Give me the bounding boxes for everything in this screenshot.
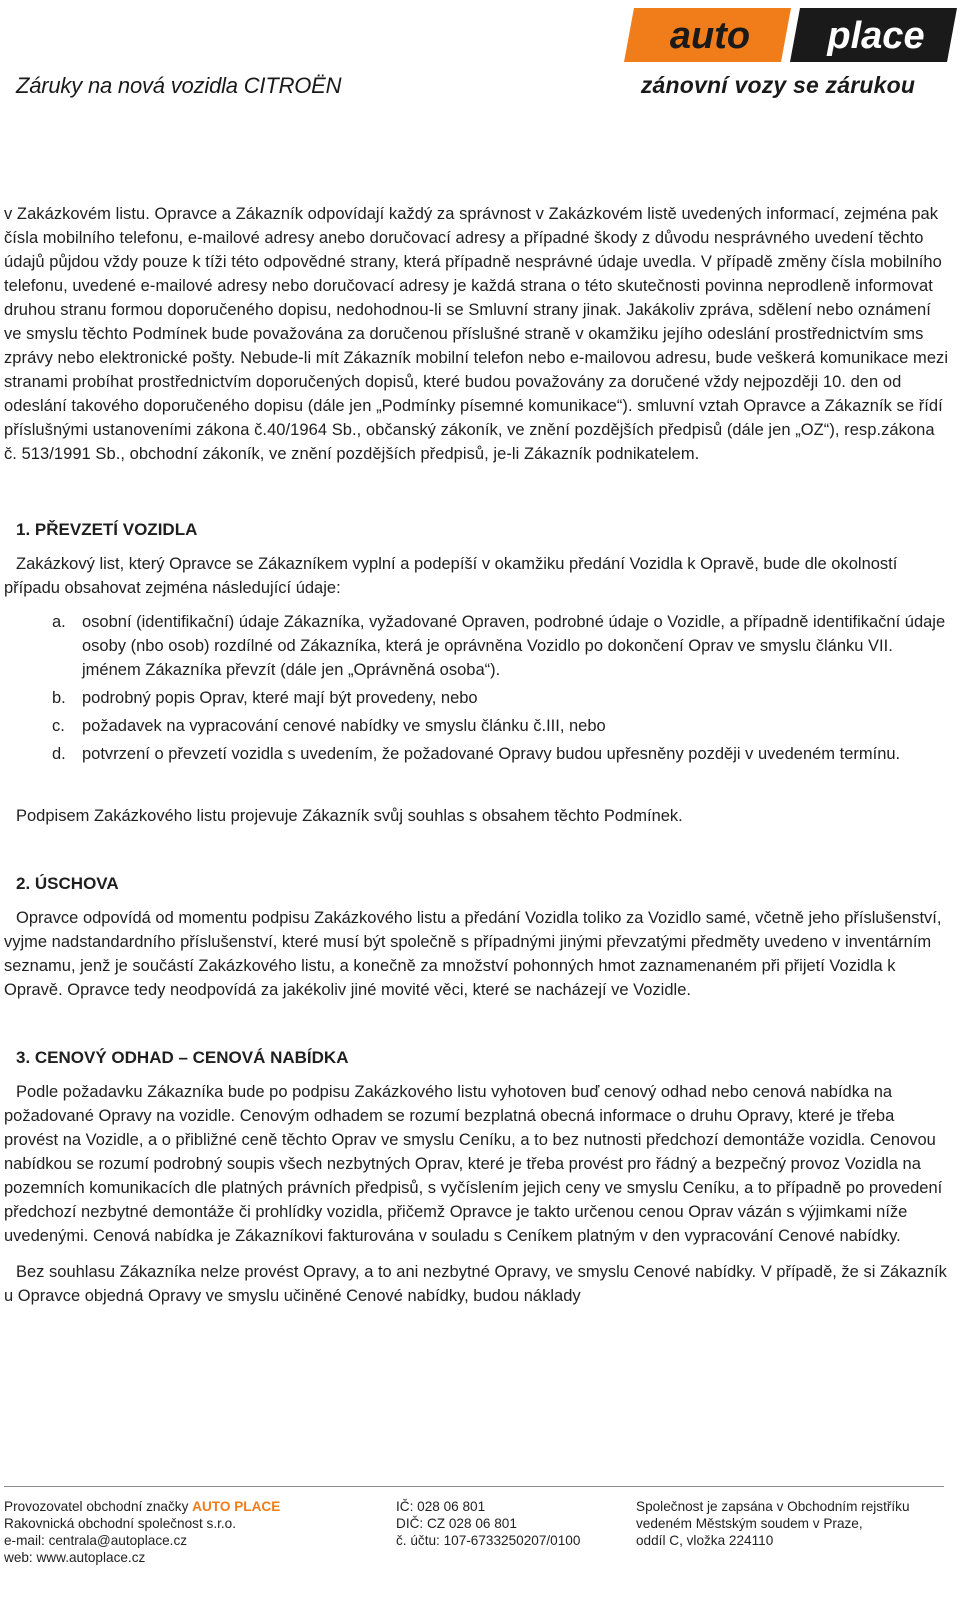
section-3-heading: 3. CENOVÝ ODHAD – CENOVÁ NABÍDKA [16,1048,349,1067]
section-2-heading: 2. ÚSCHOVA [16,874,119,893]
logo-auto-text: auto [669,15,751,57]
intro-paragraph: v Zakázkovém listu. Opravce a Zákazník odpovídají každý za správnost v Zakázkovém listě uvedených informací, zejména pak čísla mobilního telefonu, e-mailové adresy anebo doručovací adresy a případné škody z důvodu nesprávného uvedení těchto údajů půjdou vždy pouze k tíži této odpovědné strany, která případně nesprávné údaje uvedla. V případě změny čísla mobilního telefonu, uvedené e-mailové adresy nebo doručovací adresy je každá strana o této skutečnosti povinna neprodleně informovat druhou stranu formou doporučeného dopisu, nedohodnou-li se Smluvní strany jinak. Jakákoliv zpráva, sdělení nebo oznámení ve smyslu těchto Podmínek bude považována za doručenou příslušné straně v okamžiku jejího odeslání prostřednictvím sms zprávy nebo elektronické pošty. Nebude-li mít Zákazník mobilní telefon nebo e-mailovou adresu, bude veškerá komunikace mezi stranami probíhat prostřednictvím doporučených dopisů, které budou považovány za doručené vždy nejpozději 10. den od odeslání takového doporučeného dopisu (dále jen „Podmínky písemné komunikace“). smluvní vztah Opravce a Zákazník se řídí příslušnými ustanoveními zákona č.40/1964 Sb., občanský zákoník, ve znění pozdějších předpisů (dále jen „OZ“), resp.zákona č. 513/1991 Sb., obchodní zákoník, ve znění pozdějších předpisů, je-li Zákazník podnikatelem. [4,205,949,463]
list-item-marker: b. [52,689,66,707]
footer-brand-name: AUTO PLACE [192,1499,281,1514]
page-footer [4,1486,944,1565]
list-item [4,610,950,682]
footer-email[interactable]: e-mail: centrala@autoplace.cz [4,1533,188,1548]
footer-company-column [4,1498,280,1566]
footer-company-name: Rakovnická obchodní společnost s.r.o. [4,1516,236,1531]
list-item-marker: c. [52,717,65,735]
footer-registry-column [636,1498,910,1549]
logo-place-text: place [827,15,925,57]
list-item-text: podrobný popis Oprav, které mají být provedeny, nebo [82,689,478,707]
footer-operator-label: Provozovatel obchodní značky [4,1499,189,1514]
list-item [4,742,950,766]
section-1-list [4,610,950,766]
footer-web[interactable]: web: www.autoplace.cz [4,1550,146,1565]
footer-ic: IČ: 028 06 801 [396,1499,486,1514]
list-item-text: osobní (identifikační) údaje Zákazníka, vyžadované Opraven, podrobné údaje o Vozidle, a případně identifikační údaje osoby (nbo osob) rozdílné od Zákazníka, která je oprávněna Vozidlo po dokončení Oprav ve smyslu článku VII. jménem Zákazníka převzít (dále jen „Oprávněná osoba“). [82,613,946,679]
footer-account: č. účtu: 107-6733250207/0100 [396,1533,581,1548]
section-1-heading: 1. PŘEVZETÍ VOZIDLA [16,520,198,539]
autoplace-logo [624,8,957,62]
footer-registry-line-2: vedeném Městským soudem v Praze, [636,1516,863,1531]
footer-operator-line [4,1498,280,1515]
list-item [4,714,950,738]
list-item-marker: d. [52,745,66,763]
document-body [4,202,950,1308]
signature-note: Podpisem Zakázkového listu projevuje Zákazník svůj souhlas s obsahem těchto Podmínek. [16,807,683,825]
footer-dic: DIČ: CZ 028 06 801 [396,1516,517,1531]
list-item-marker: a. [52,613,66,631]
footer-registry-line-3: oddíl C, vložka 224110 [636,1533,774,1548]
list-item-text: potvrzení o převzetí vozidla s uvedením, že požadované Opravy budou upřesněny později v uvedeném termínu. [82,745,901,763]
section-1-body: Zakázkový list, který Opravce se Zákazníkem vyplní a podepíší v okamžiku předání Vozidla k Opravě, bude dle okolností případu obsahovat zejména následující údaje: [4,555,898,597]
footer-ids-column [396,1498,580,1549]
footer-registry-line-1: Společnost je zapsána v Obchodním rejstříku [636,1499,910,1514]
section-2-body: Opravce odpovídá od momentu podpisu Zakázkového listu a předání Vozidla toliko za Vozidlo samé, včetně jeho příslušenství, vyjme nadstandardního příslušenství, které musí být společně s případnými jinými převzatými předměty uvedeno v inventárním seznamu, jenž je součástí Zakázkového listu, a konečně za množství pohonných hmot zaznamenaném při přijetí Vozidla k Opravě. Opravce tedy neodpovídá za jakékoliv jiné movité věci, které se nacházejí ve Vozidle. [4,909,942,999]
section-3-body-2: Bez souhlasu Zákazníka nelze provést Opravy, a to ani nezbytné Opravy, ve smyslu Cenové nabídky. V případě, že si Zákazník u Opravce objedná Opravy ve smyslu učiněné Cenové nabídky, budou náklady [4,1263,947,1305]
list-item-text: požadavek na vypracování cenové nabídky ve smyslu článku č.III, nebo [82,717,606,735]
section-3-body-1: Podle požadavku Zákazníka bude po podpisu Zakázkového listu vyhotoven buď cenový odhad nebo cenová nabídka na požadované Opravy na vozidle. Cenovým odhadem se rozumí bezplatná obecná informace o druhu Opravy, které je třeba provést na Vozidle, a o přibližné ceně těchto Oprav ve smyslu Ceníku, a to bez nutnosti předchozí demontáže vozidla. Cenovou nabídkou se rozumí podrobný soupis všech nezbytných Oprav, které je třeba provést pro řádný a bezpečný provoz Vozidla na pozemních komunikacích dle platných právních předpisů, s vyčíslením jejich ceny ve smyslu Ceníku, a to případně po provedení předchozí nezbytné demontáže či prohlídky vozidla, přičemž Opravce je takto určenou cenou Oprav vázán s výjimkami níže uvedenými. Cenová nabídka je Zákazníkovi fakturována v souladu s Ceníkem platným v den vypracování Cenové nabídky. [4,1083,943,1245]
page-header-title: Záruky na nová vozidla CITROËN [16,73,342,98]
list-item [4,686,950,710]
logo-tagline: zánovní vozy se zárukou [640,72,916,98]
